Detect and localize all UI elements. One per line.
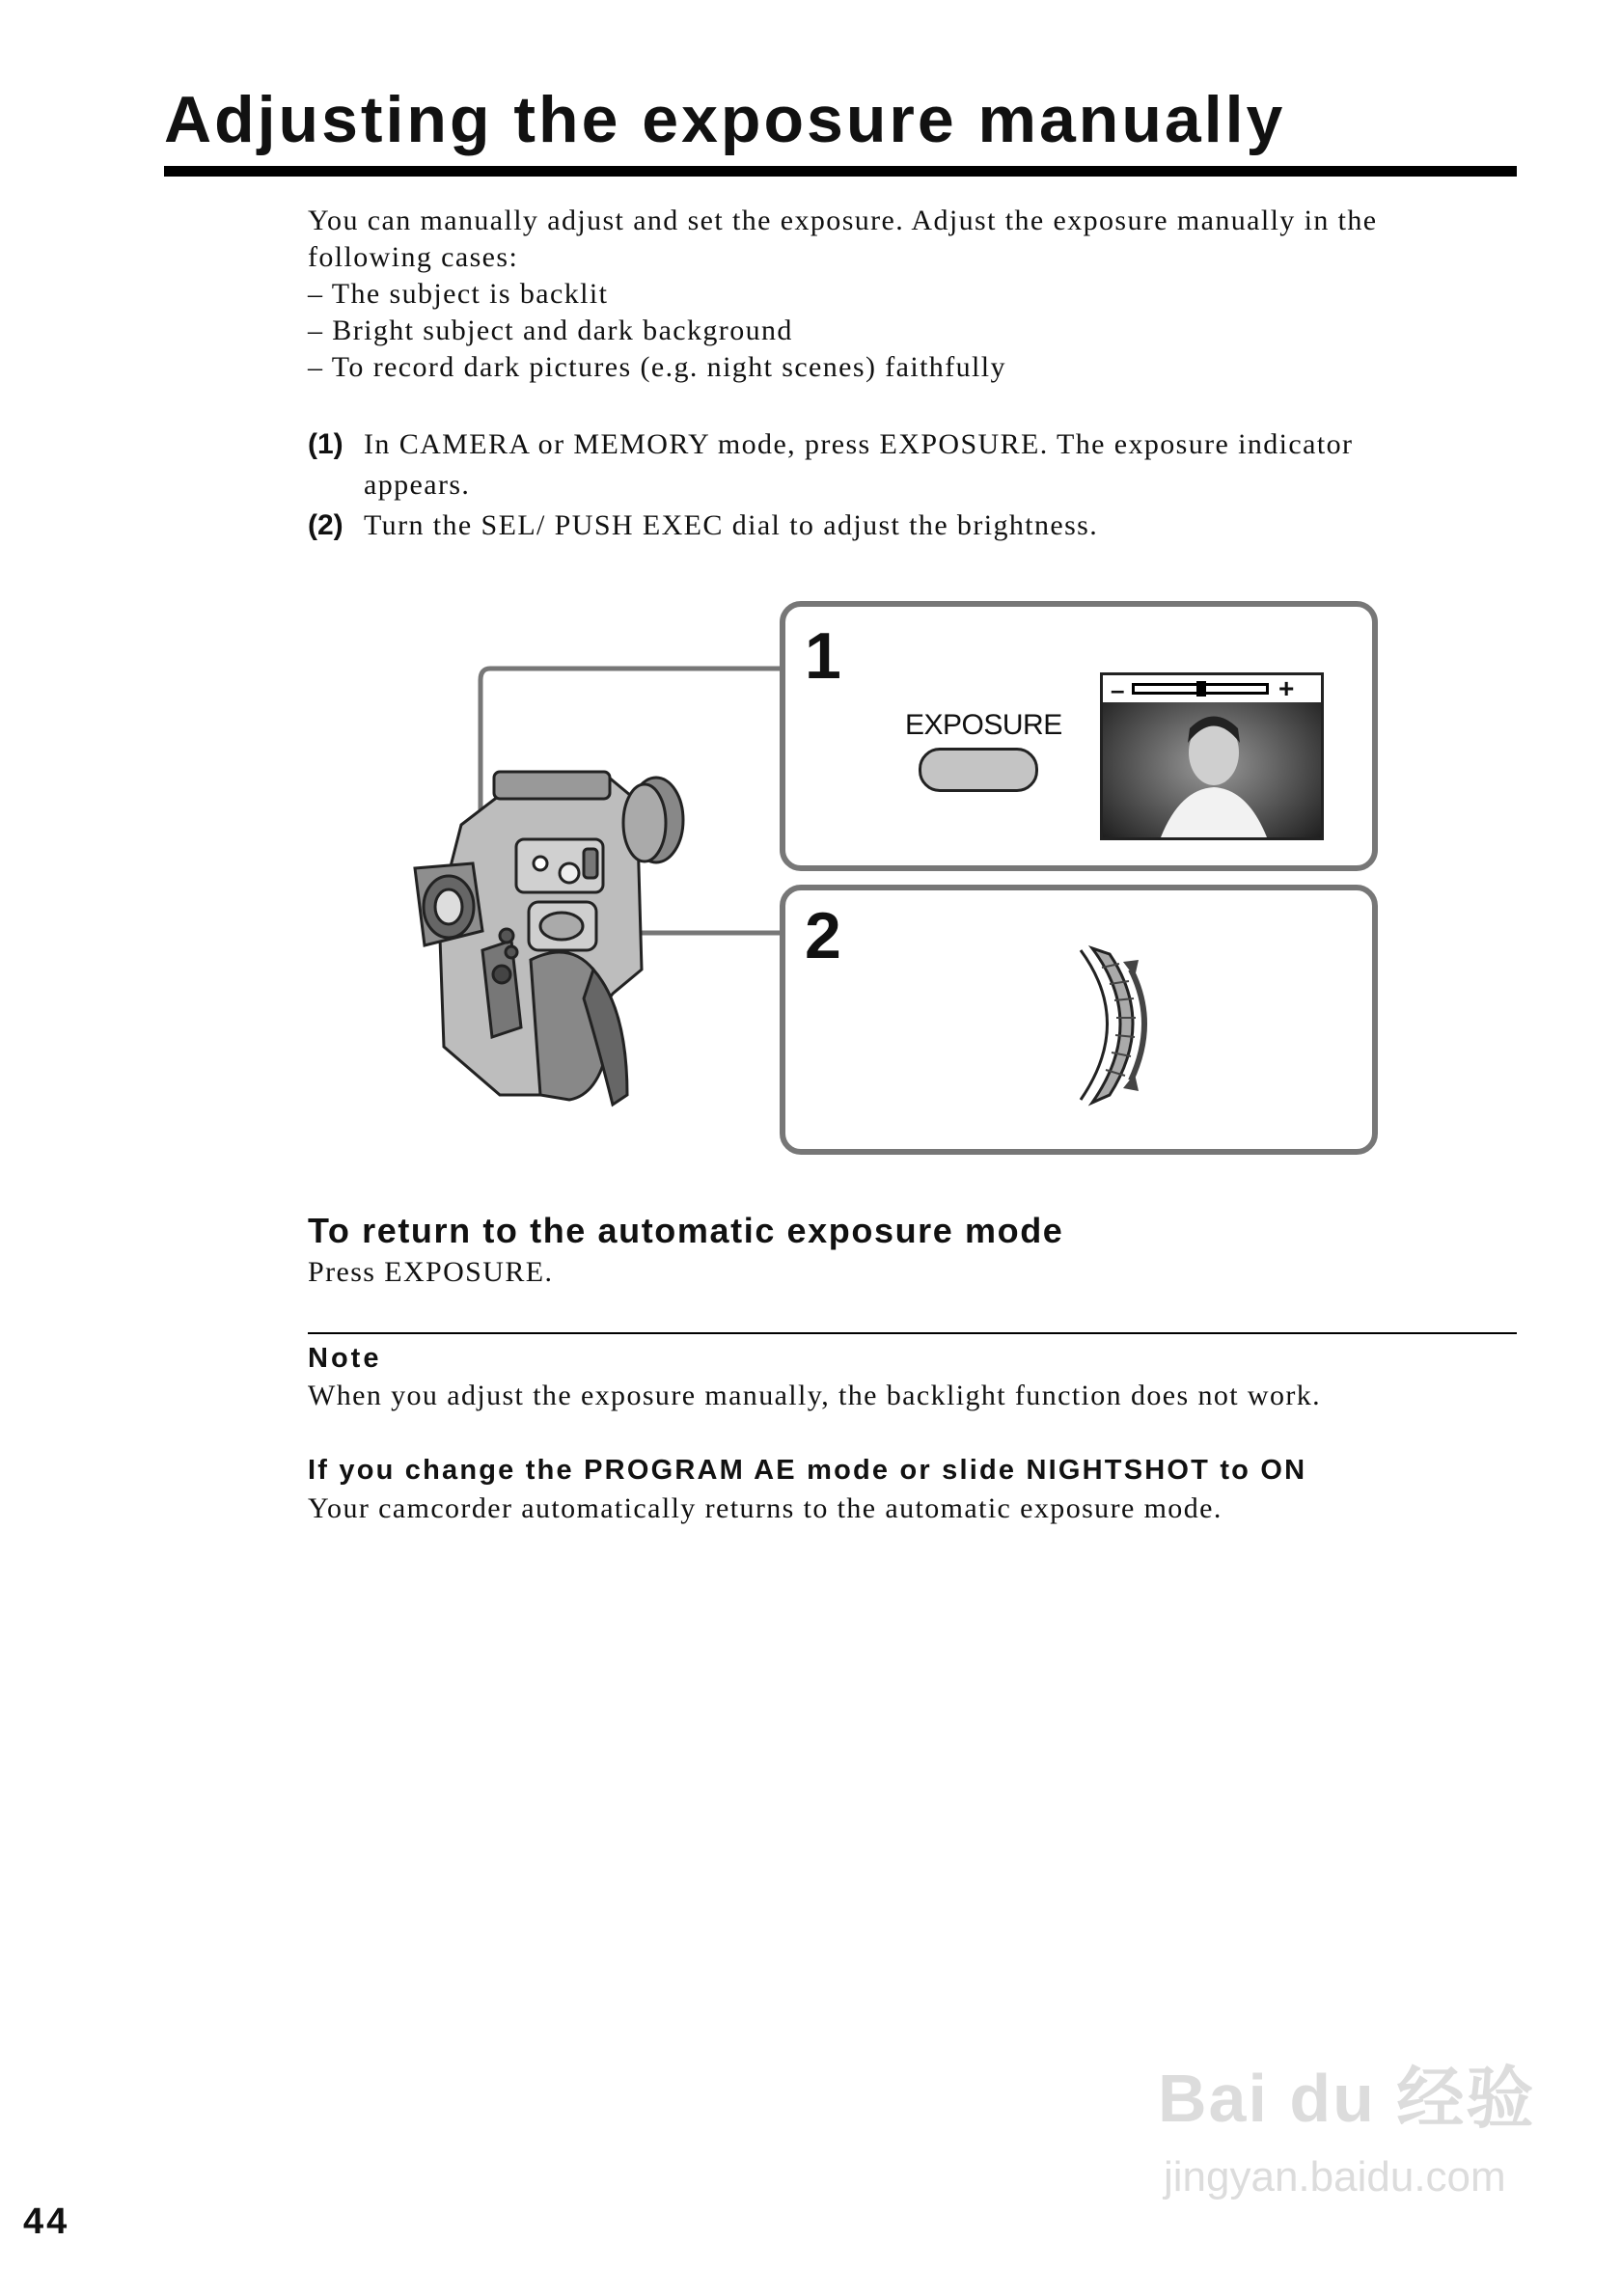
minus-label: – xyxy=(1111,675,1125,704)
note-divider xyxy=(308,1332,1517,1334)
intro-bullet: – Bright subject and dark background xyxy=(308,314,793,346)
intro-paragraph xyxy=(308,203,1378,386)
step-number: (2) xyxy=(308,509,343,541)
change-body: Your camcorder automatically returns to the automatic exposure mode. xyxy=(308,1492,1223,1524)
page-number: 44 xyxy=(23,2201,70,2242)
step-text: In CAMERA or MEMORY mode, press EXPOSURE. The exposure indicator xyxy=(364,428,1354,460)
step-text: Turn the SEL/ PUSH EXEC dial to adjust the brightness. xyxy=(364,509,1099,541)
step-text: appears. xyxy=(364,469,471,501)
page-title: Adjusting the exposure manually xyxy=(164,83,1286,156)
exposure-level-marker xyxy=(1196,681,1206,697)
step-1 xyxy=(308,424,1353,506)
title-rule xyxy=(164,166,1517,177)
intro-line: You can manually adjust and set the exposure. Adjust the exposure manually in the xyxy=(308,205,1378,236)
panel-number: 1 xyxy=(805,619,841,693)
step-number: (1) xyxy=(308,428,343,460)
watermark-brand: Bai du 经验 xyxy=(1158,2061,1536,2136)
step-list xyxy=(308,424,1353,546)
intro-bullet: – To record dark pictures (e.g. night scenes) faithfully xyxy=(308,351,1006,383)
plus-label: + xyxy=(1278,673,1295,703)
return-body: Press EXPOSURE. xyxy=(308,1256,554,1288)
exposure-label: EXPOSURE xyxy=(905,709,1062,741)
note-body: When you adjust the exposure manually, the backlight function does not work. xyxy=(308,1380,1322,1411)
intro-bullet: – The subject is backlit xyxy=(308,278,609,310)
panel-number: 2 xyxy=(805,899,841,972)
sel-push-exec-dial-icon xyxy=(1042,941,1158,1114)
lcd-exposure-indicator xyxy=(1100,672,1324,840)
change-heading: If you change the PROGRAM AE mode or slide NIGHTSHOT to ON xyxy=(308,1455,1307,1486)
intro-line: following cases: xyxy=(308,241,519,273)
exposure-button xyxy=(919,748,1038,792)
return-heading: To return to the automatic exposure mode xyxy=(308,1211,1064,1250)
watermark-url: jingyan.baidu.com xyxy=(1164,2153,1506,2200)
step-2 xyxy=(308,506,1353,546)
note-heading: Note xyxy=(308,1343,382,1374)
instruction-figure xyxy=(386,593,1389,1162)
